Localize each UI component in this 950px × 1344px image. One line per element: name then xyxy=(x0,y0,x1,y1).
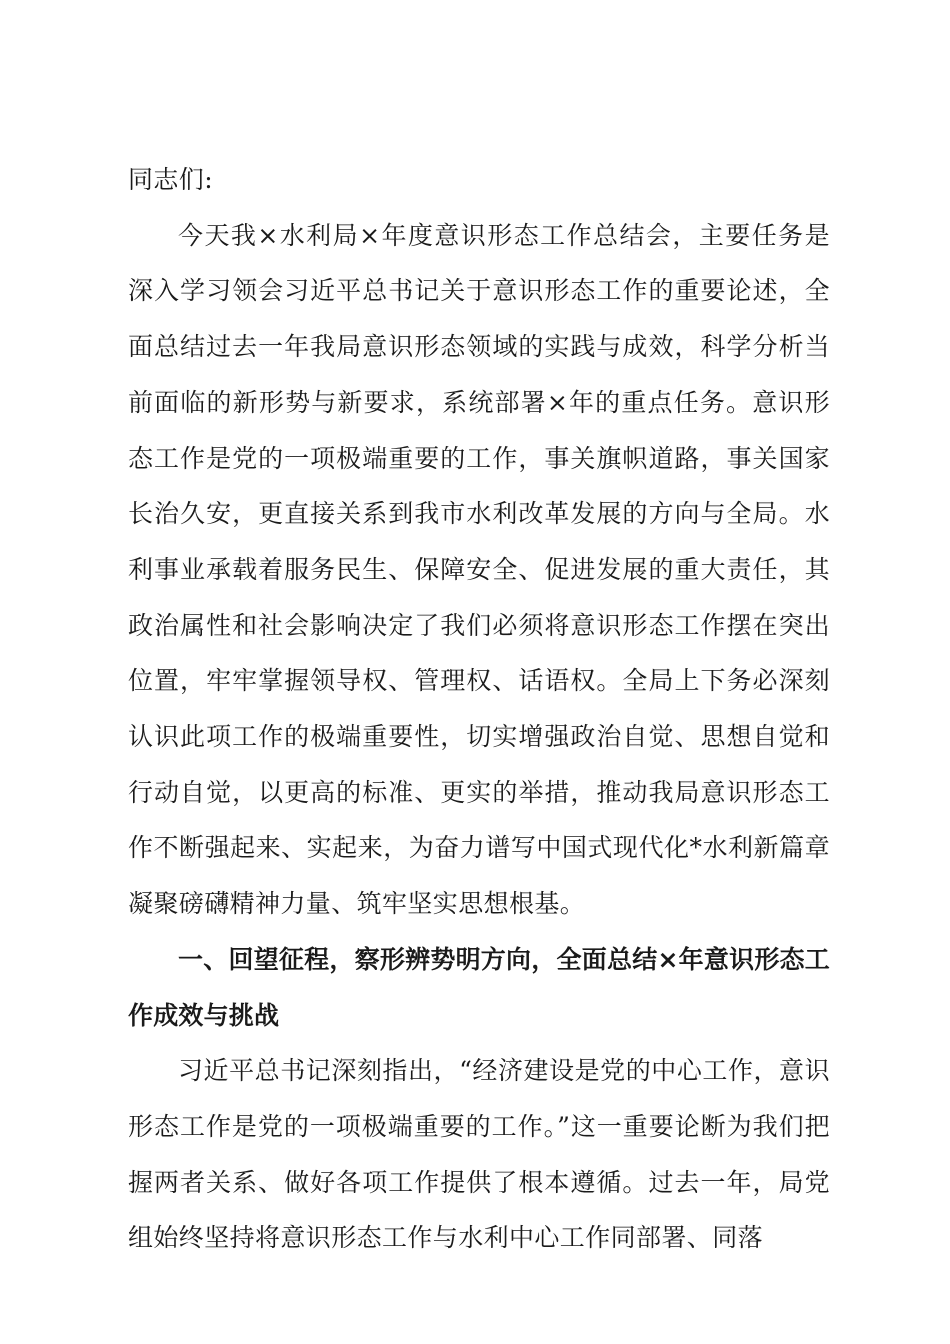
document-body xyxy=(128,152,830,1266)
paragraph-section-1: 习近平总书记深刻指出，“经济建设是党的中心工作，意识形态工作是党的一项极端重要的工作。”这一重要论断为我们把握两者关系、做好各项工作提供了根本遵循。过去一年，局党组始终坚持将意识形态工作与水利中心工作同部署、同落 xyxy=(128,1056,830,1253)
paragraph-intro: 今天我×水利局×年度意识形态工作总结会，主要任务是深入学习领会习近平总书记关于意识形态工作的重要论述，全面总结过去一年我局意识形态领域的实践与成效，科学分析当前面临的新形势与新要求，系统部署×年的重点任务。意识形态工作是党的一项极端重要的工作，事关旗帜道路，事关国家长治久安，更直接关系到我市水利改革发展的方向与全局。水利事业承载着服务民生、保障安全、促进发展的重大责任，其政治属性和社会影响决定了我们必须将意识形态工作摆在突出位置，牢牢掌握领导权、管理权、话语权。全局上下务必深刻认识此项工作的极端重要性，切实增强政治自觉、思想自觉和行动自觉，以更高的标准、更实的举措，推动我局意识形态工作不断强起来、实起来，为奋力谱写中国式现代化*水利新篇章凝聚磅礴精神力量、筑牢坚实思想根基。 xyxy=(128,220,830,919)
section-heading-1: 一、回望征程，察形辨势明方向，全面总结×年意识形态工作成效与挑战 xyxy=(128,944,830,1030)
salutation: 同志们: xyxy=(128,165,214,194)
